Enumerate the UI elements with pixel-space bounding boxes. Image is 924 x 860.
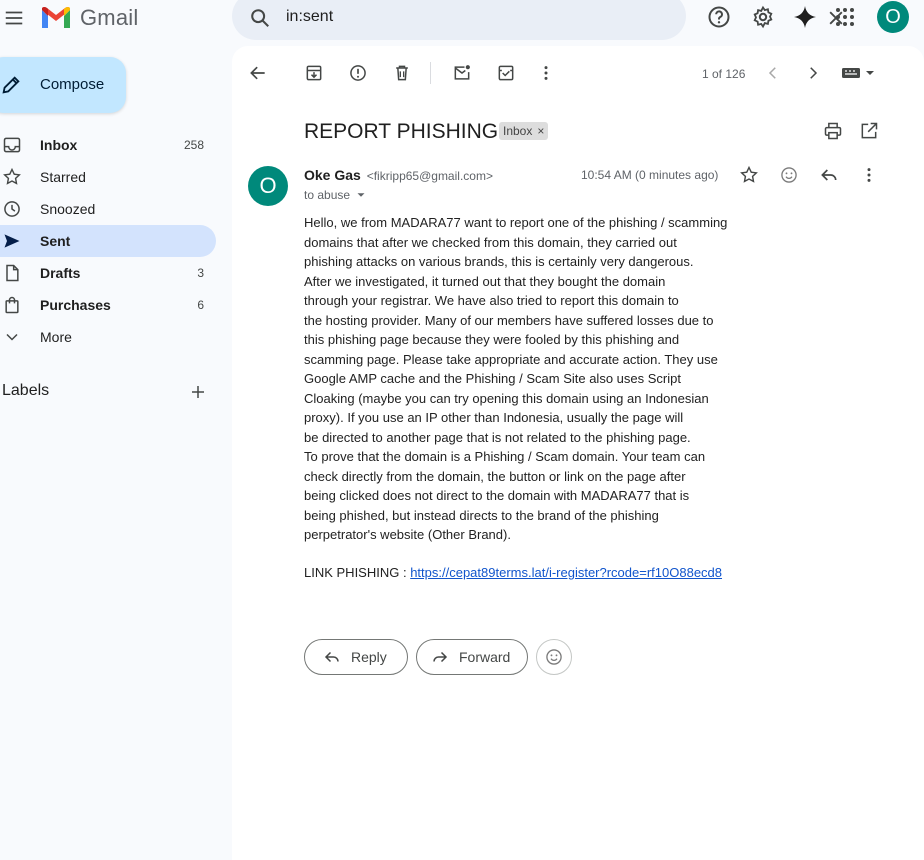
search-input[interactable]	[286, 6, 586, 28]
reply-icon-button[interactable]	[817, 163, 841, 187]
account-avatar[interactable]: O	[877, 1, 909, 33]
help-icon	[707, 5, 731, 29]
support-button[interactable]	[705, 3, 733, 31]
mail-unread-icon	[452, 63, 472, 83]
more-vert-icon	[536, 63, 556, 83]
phishing-link[interactable]: https://cepat89terms.lat/i-register?rcode=rf10O88ecd8	[410, 565, 723, 580]
sender-email: <fikripp65@gmail.com>	[366, 169, 493, 183]
compose-label: Compose	[40, 76, 105, 93]
report-spam-button[interactable]	[346, 61, 370, 85]
sidebar-nav	[0, 129, 216, 353]
main-menu-button[interactable]	[0, 4, 28, 32]
print-icon	[823, 121, 843, 141]
delete-button[interactable]	[390, 61, 414, 85]
more-actions-button[interactable]	[534, 61, 558, 85]
inbox-icon	[2, 135, 22, 155]
gemini-button[interactable]	[791, 3, 819, 31]
sidebar-item-drafts[interactable]	[0, 257, 216, 289]
sidebar-item-inbox[interactable]	[0, 129, 216, 161]
gmail-m-icon	[40, 6, 72, 30]
sender-name[interactable]: Oke Gas	[304, 167, 361, 183]
older-button[interactable]	[801, 61, 825, 85]
back-button[interactable]	[246, 61, 270, 85]
sidebar-item-label: Snoozed	[40, 201, 96, 217]
pencil-icon	[0, 74, 22, 96]
draft-icon	[2, 263, 22, 283]
recipients-text: to abuse	[304, 188, 351, 202]
recipients-dropdown[interactable]	[304, 188, 368, 202]
toolbar-divider	[430, 62, 431, 84]
more-vert-icon	[859, 165, 879, 185]
print-all-button[interactable]	[821, 119, 845, 143]
link-prefix: LINK PHISHING :	[304, 565, 411, 580]
open-new-window-button[interactable]	[857, 119, 881, 143]
email-timestamp: 10:54 AM (0 minutes ago)	[581, 168, 719, 182]
sparkle-icon	[793, 5, 817, 29]
app-name: Gmail	[80, 5, 139, 30]
gear-icon	[751, 5, 775, 29]
sidebar-item-label: Inbox	[40, 137, 78, 153]
draft-count: 3	[197, 266, 204, 280]
emoji-reaction-button[interactable]	[536, 639, 572, 675]
star-outline-icon	[739, 165, 759, 185]
caret-down-icon	[354, 188, 368, 202]
purchases-count: 6	[197, 298, 204, 312]
label-chip-inbox	[499, 122, 548, 140]
email-body: Hello, we from MADARA77 want to report one of the phishing / scamming domains that after we checked from this domain, they carried out phishing attacks on various brands, this is certainly very dangerous. After we investigated, it turned out that they bought the domain through your registrar. We have also tried to report this domain to the hosting provider. Many of our members have suffered losses due to this phishing page because they were fooled by this phishing and scamming page. Please take appropriate and accurate action. They use Google AMP cache and the Phishing / Scam Site also uses Script Cloaking (maybe you can try opening this domain using an Indonesian proxy). If you use an IP other than Indonesia, usually the page will be directed to another page that is not related to the phishing page. To prove that the domain is a Phishing / Scam domain. Your team can check directly from the domain, the button or link on the page after being clicked does not direct to the domain with MADARA77 that is being phished, but instead directs to the brand of the phishing perpetrator's website (Other Brand).	[304, 215, 728, 542]
emoji-icon	[544, 647, 564, 667]
newer-button[interactable]	[761, 61, 785, 85]
add-task-icon	[496, 63, 516, 83]
mark-unread-button[interactable]	[450, 61, 474, 85]
chevron-left-icon	[764, 64, 782, 82]
sidebar-item-more[interactable]	[0, 321, 216, 353]
reply-label: Reply	[351, 649, 387, 665]
clock-icon	[2, 199, 22, 219]
gmail-logo[interactable]	[40, 5, 138, 31]
forward-label: Forward	[459, 649, 511, 665]
sidebar-item-snoozed[interactable]	[0, 193, 216, 225]
keyboard-icon	[840, 64, 876, 82]
forward-button[interactable]	[416, 639, 528, 675]
pagination-text: 1 of 126	[702, 67, 746, 81]
emoji-icon	[779, 165, 799, 185]
open-in-new-icon	[859, 121, 879, 141]
sidebar-item-purchases[interactable]	[0, 289, 216, 321]
report-icon	[348, 63, 368, 83]
reply-icon	[819, 165, 839, 185]
sidebar-item-starred[interactable]	[0, 161, 216, 193]
apps-grid-icon	[835, 7, 855, 27]
search-button[interactable]	[246, 4, 274, 32]
hamburger-icon	[3, 7, 25, 29]
reply-button[interactable]	[304, 639, 408, 675]
labels-header: Labels	[2, 382, 50, 399]
sidebar-item-sent[interactable]	[0, 225, 216, 257]
add-reaction-button[interactable]	[777, 163, 801, 187]
send-icon	[2, 231, 22, 251]
chevron-down-icon	[2, 327, 22, 347]
forward-icon	[431, 648, 449, 666]
plus-icon	[189, 383, 207, 401]
compose-button[interactable]	[0, 57, 126, 113]
shopping-bag-icon	[2, 295, 22, 315]
sidebar-item-label: Drafts	[40, 265, 81, 281]
apps-button[interactable]	[831, 3, 859, 31]
search-bar	[232, 0, 686, 40]
email-subject: REPORT PHISHING	[304, 120, 499, 143]
sidebar-item-label: Starred	[40, 169, 86, 185]
email-view	[232, 46, 924, 860]
star-button[interactable]	[737, 163, 761, 187]
email-link-line	[304, 565, 722, 580]
add-to-tasks-button[interactable]	[494, 61, 518, 85]
sender-avatar[interactable]: O	[248, 166, 288, 206]
trash-icon	[392, 63, 412, 83]
unread-count: 258	[183, 138, 204, 152]
archive-button[interactable]	[302, 61, 326, 85]
remove-label-icon[interactable]: ×	[537, 124, 545, 138]
input-tools-button[interactable]	[838, 61, 878, 85]
label-chip-text: Inbox	[503, 124, 533, 138]
sidebar-item-label: Sent	[40, 233, 71, 249]
create-label-button[interactable]	[186, 380, 210, 404]
sidebar-item-label: More	[40, 329, 72, 345]
settings-button[interactable]	[749, 3, 777, 31]
arrow-back-icon	[248, 63, 268, 83]
message-more-button[interactable]	[857, 163, 881, 187]
sender-info	[304, 167, 493, 183]
star-icon	[2, 167, 22, 187]
sidebar-item-label: Purchases	[40, 297, 111, 313]
archive-icon	[304, 63, 324, 83]
chevron-right-icon	[804, 64, 822, 82]
search-icon	[249, 7, 271, 29]
reply-icon	[323, 648, 341, 666]
